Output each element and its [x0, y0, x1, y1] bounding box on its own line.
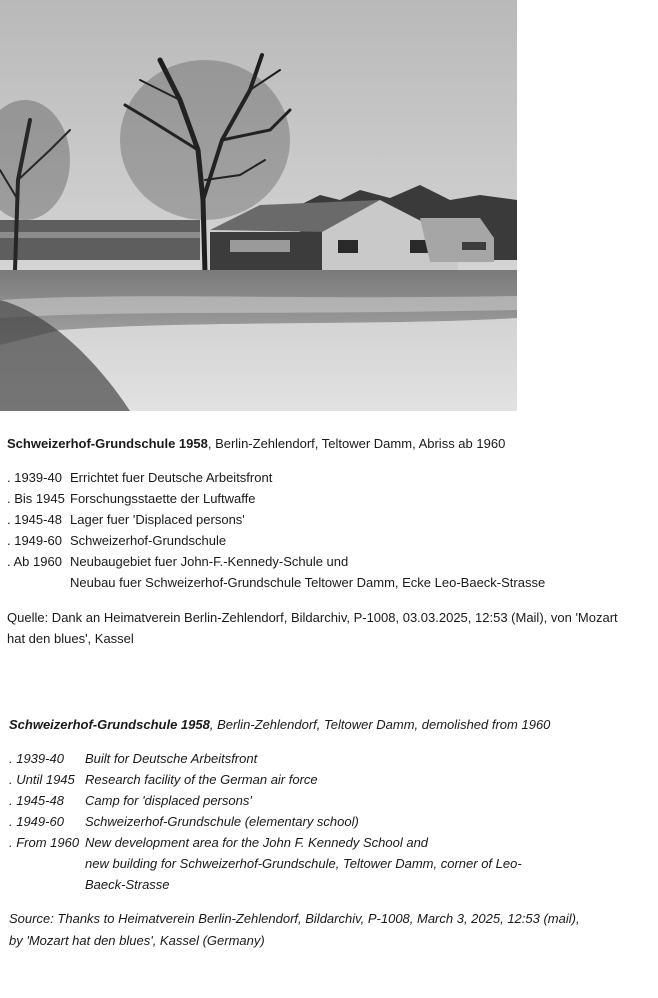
list-item	[7, 509, 245, 530]
timeline-text: Built for Deutsche Arbeitsfront	[85, 751, 258, 766]
timeline-year: . Until 1945	[9, 772, 75, 787]
timeline-year: . 1945-48	[9, 793, 64, 808]
list-item	[9, 811, 359, 832]
timeline-text: Neubaugebiet fuer John-F.-Kennedy-Schule und	[70, 554, 349, 569]
list-item	[7, 551, 546, 593]
timeline-text: Schweizerhof-Grundschule	[70, 533, 227, 548]
timeline-year: . From 1960	[9, 835, 80, 850]
historic-photo	[0, 0, 517, 411]
timeline-text: Camp for 'displaced persons'	[85, 793, 252, 808]
list-item	[7, 488, 256, 509]
page-title	[7, 436, 505, 451]
source-note-english: Source: Thanks to Heimatverein Berlin-Zehlendorf, Bildarchiv, P-1008, March 3, 2025, 12:53 (mail), by 'Mozart hat den blues', Kassel (Germany)	[9, 911, 580, 948]
timeline-list	[7, 467, 546, 593]
timeline-text-continued: Neubau fuer Schweizerhof-Grundschule Teltower Damm, Ecke Leo-Baeck-Strasse	[70, 575, 546, 590]
list-item	[9, 748, 258, 769]
timeline-year: . 1939-40	[9, 751, 64, 766]
title-school-name-english: Schweizerhof-Grundschule 1958	[9, 717, 210, 732]
list-item	[7, 530, 227, 551]
title-details: , Berlin-Zehlendorf, Teltower Damm, Abriss ab 1960	[207, 436, 506, 451]
source-note: Quelle: Dank an Heimatverein Berlin-Zehlendorf, Bildarchiv, P-1008, 03.03.2025, 12:53 (Mail), von 'Mozart hat den blues', Kassel	[7, 610, 618, 646]
timeline-year: . 1945-48	[7, 512, 62, 527]
timeline-year: . 1949-60	[7, 533, 62, 548]
timeline-text: Forschungsstaette der Luftwaffe	[70, 491, 256, 506]
title-school-name: Schweizerhof-Grundschule 1958	[7, 436, 208, 451]
timeline-year: . Ab 1960	[7, 554, 62, 569]
list-item	[9, 832, 522, 895]
title-details-english: , Berlin-Zehlendorf, Teltower Damm, demolished from 1960	[209, 717, 551, 732]
page-title-english	[9, 717, 550, 732]
timeline-year: . 1939-40	[7, 470, 62, 485]
timeline-year: . Bis 1945	[7, 491, 65, 506]
timeline-text: Errichtet fuer Deutsche Arbeitsfront	[70, 470, 273, 485]
list-item	[9, 769, 318, 790]
timeline-year: . 1949-60	[9, 814, 64, 829]
timeline-text: New development area for the John F. Kennedy School and	[85, 835, 429, 850]
timeline-list-english	[9, 748, 522, 895]
timeline-text-continued: new building for Schweizerhof-Grundschule, Teltower Damm, corner of Leo-	[85, 856, 522, 871]
timeline-text: Schweizerhof-Grundschule (elementary school)	[85, 814, 359, 829]
list-item	[9, 790, 252, 811]
timeline-text-continued-2: Baeck-Strasse	[85, 877, 170, 892]
timeline-text: Research facility of the German air force	[85, 772, 318, 787]
timeline-text: Lager fuer 'Displaced persons'	[70, 512, 245, 527]
list-item	[7, 467, 273, 488]
